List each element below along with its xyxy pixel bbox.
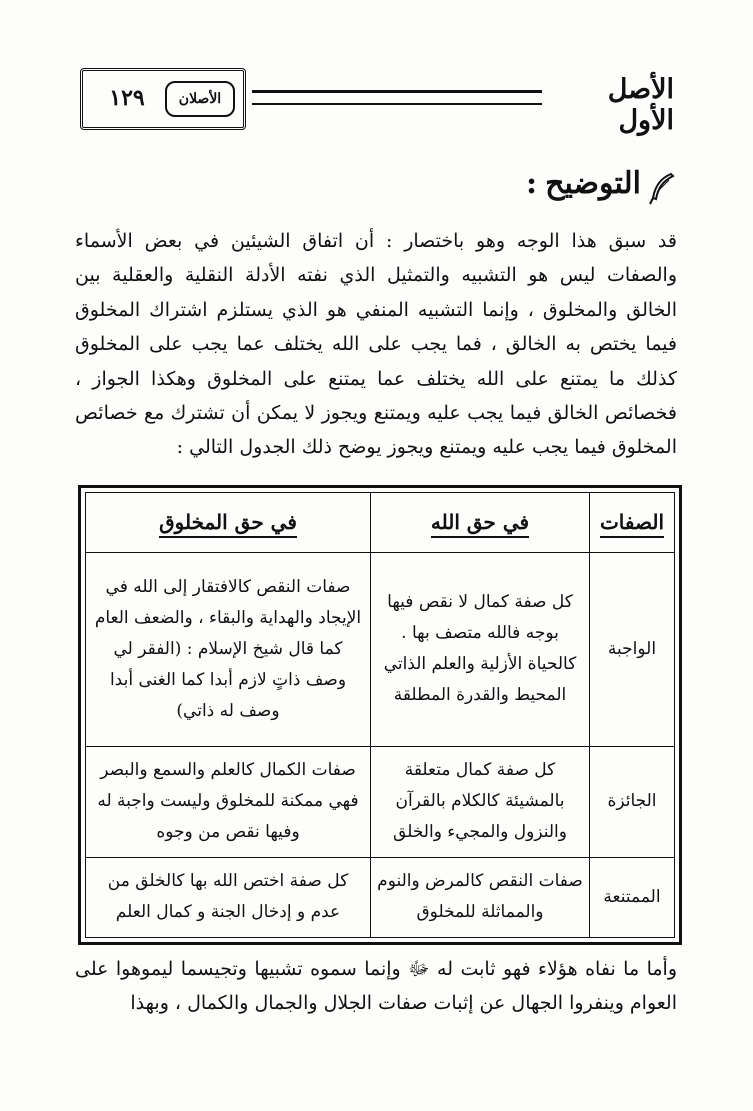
section-title-wrap	[526, 166, 641, 201]
section-colon: :	[526, 166, 538, 201]
quill-icon	[647, 172, 675, 206]
table-row	[86, 746, 675, 857]
book-label: الأصلان	[165, 81, 235, 117]
header-creation-text: في حق المخلوق	[159, 510, 297, 538]
attributes-table-frame	[78, 485, 682, 945]
page-header	[80, 62, 680, 136]
row-label: الجائزة	[590, 746, 675, 857]
section-title: التوضيح	[545, 166, 641, 201]
row-label: الممتنعة	[590, 857, 675, 937]
attributes-table	[85, 492, 675, 938]
page-number: ١٢٩	[109, 85, 145, 111]
creation-cell: صفات الكمال كالعلم والسمع والبصر فهي ممكنة للمخلوق وليست واجبة له وفيها نقص من وجوه	[86, 746, 371, 857]
section-heading	[455, 166, 675, 210]
header-attributes	[590, 493, 675, 553]
creation-cell: صفات النقص كالافتقار إلى الله في الإيجاد والهداية والبقاء ، والضعف العام كما قال شيخ الإسلام : (الفقر لي وصف ذاتٍ لازم أبدا كما الغنى أبدا وصف له ذاتي)	[86, 552, 371, 746]
header-creation	[86, 493, 371, 553]
header-allah	[371, 493, 590, 553]
allah-cell: صفات النقص كالمرض والنوم والمماثلة للمخلوق	[371, 857, 590, 937]
intro-text: قد سبق هذا الوجه وهو باختصار : أن اتفاق الشيئين في بعض الأسماء والصفات ليس هو التشبيه والتمثيل الذي نفته الأدلة النقلية والعقلية بين الخالق والمخلوق ، وإنما التشبيه المنفي هو الذي يستلزم اشتراك المخلوق فيما يختص به الخالق ، فما يجب على الله يختلف عما يجب على المخلوق كذلك ما يمتنع على الله يختلف عما يمتنع على المخلوق وهكذا الجواز ، فخصائص الخالق فيما يجب عليه ويمتنع ويجوز لا يمكن أن تشترك مع خصائص المخلوق فيما يجب عليه ويمتنع ويجوز يوضح ذلك الجدول التالي :	[75, 230, 677, 459]
table-header-row	[86, 493, 675, 553]
allah-cell: كل صفة كمال متعلقة بالمشيئة كالكلام بالقرآن والنزول والمجيء والخلق	[371, 746, 590, 857]
row-label: الواجبة	[590, 552, 675, 746]
chapter-title: الأصل الأول	[607, 74, 674, 136]
allah-cell: كل صفة كمال لا نقص فيها بوجه فالله متصف بها . كالحياة الأزلية والعلم الذاتي المحيط والقدرة المطلقة	[371, 552, 590, 746]
closing-paragraph	[75, 952, 677, 1021]
book-frame	[80, 68, 246, 130]
header-attributes-text: الصفات	[600, 510, 664, 538]
creation-cell: كل صفة اختص الله بها كالخلق من عدم و إدخال الجنة و كمال العلم	[86, 857, 371, 937]
intro-paragraph	[75, 224, 677, 465]
header-allah-text: في حق الله	[431, 510, 529, 538]
table-row	[86, 552, 675, 746]
closing-text: وأما ما نفاه هؤلاء فهو ثابت له ﷻ وإنما سموه تشبيها وتجيسما ليموهوا على العوام وينفروا الجهال عن إثبات صفات الجلال والجمال والكمال ، وبهذا	[75, 958, 677, 1015]
table-row	[86, 857, 675, 937]
header-rule	[252, 90, 542, 105]
